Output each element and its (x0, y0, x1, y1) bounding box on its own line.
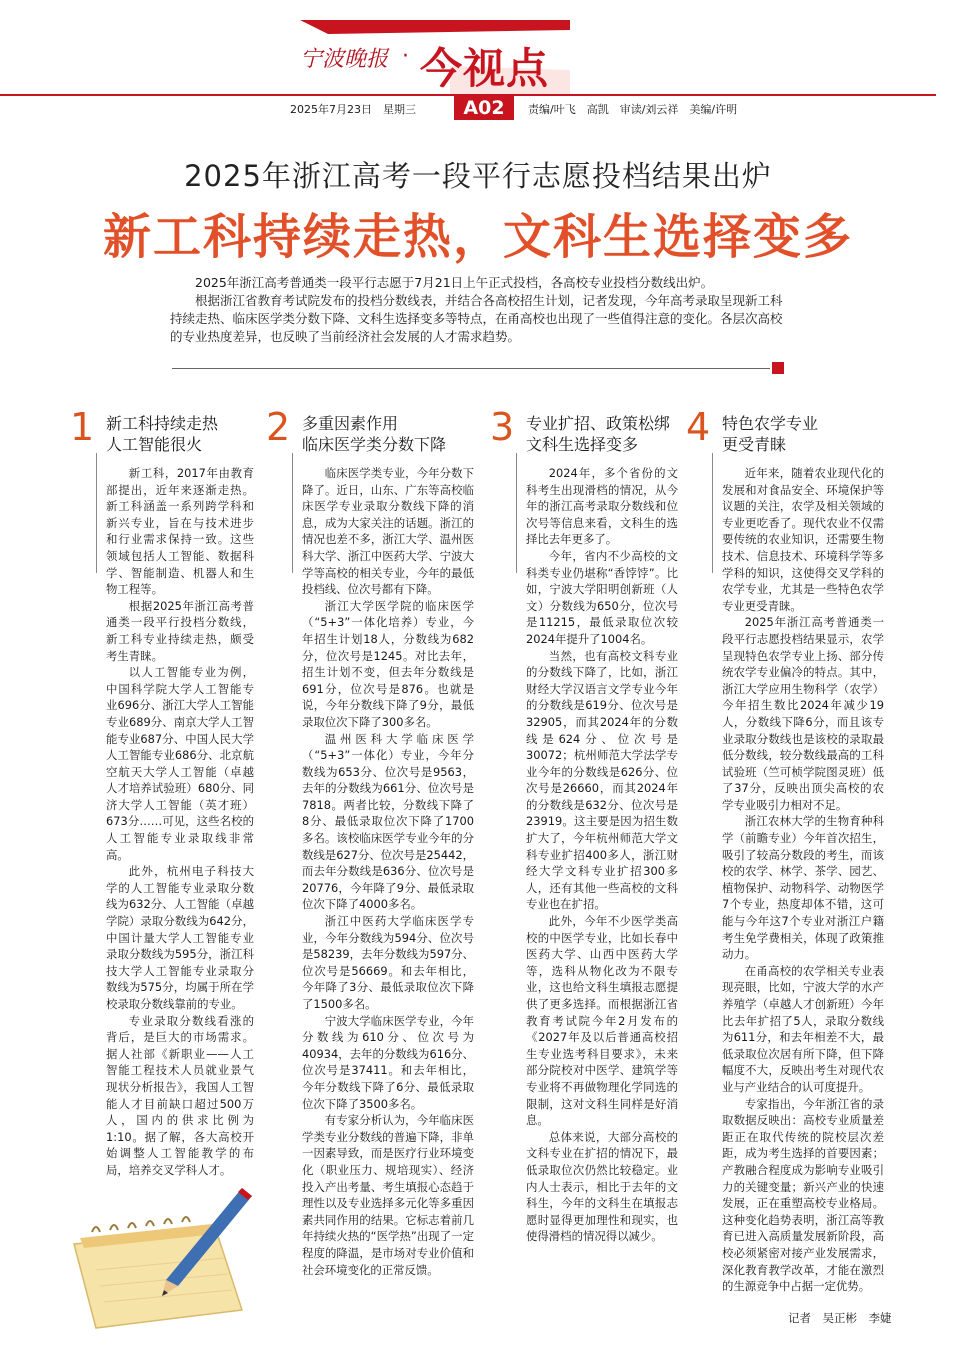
body-paragraph: 专业录取分数线看涨的背后，是巨大的市场需求。据人社部《新职业——人工智能工程技术人员就业景气现状分析报告》，我国人工智能人才目前缺口超过500万人，国内的供求比例为1:10。据了解，各大高校开始调整人工智能教学的布局，培养交叉学科人才。 (106, 1013, 254, 1177)
section-heading (106, 413, 218, 455)
body-paragraph: 在甬高校的农学相关专业表现亮眼，比如，宁波大学的水产养殖学（卓越人才创新班）今年比去年扩招了5人，录取分数线为611分，和去年相差不大，最低录取位次居有所下降，但下降幅度不大，反映出考生对现代农业与产业结合的认可度提升。 (722, 963, 884, 1094)
section-divider (172, 368, 770, 369)
body-paragraph: 新工科，2017年由教育部提出，近年来逐渐走热。新工科涵盖一系列跨学科和新兴专业，旨在与技术进步和行业需求保持一致。这些领域包括人工智能、数据科学、智能制造、机器人和生物工程等。 (106, 466, 254, 597)
notepad-pencil-illustration (66, 1182, 256, 1332)
body-paragraph: 浙江中医药大学临床医学专业，今年分数线为594分、位次号是58239，去年分数线为597分、位次号是56669。和去年相比，今年降了3分、最低录取位次下降了1500多名。 (302, 914, 474, 1011)
body-paragraph: 此外，今年不少医学类高校的中医学专业，比如长春中医药大学、山西中医药大学等，选科从物化改为不限专业，这也给文科生填报志愿提供了更多选择。而根据浙江省教育考试院今年2月发布的《2027年及以后普通高校招生专业选考科目要求》，未来部分院校对中医学、建筑学等专业将不再做物理化学同选的限制，这对文科生同样是好消息。 (526, 914, 678, 1128)
body-paragraph: 温州医科大学临床医学（“5+3”一体化）专业，今年分数线为653分、位次号是9563，去年的分数线为661分、位次号是7818。两者比较，分数线下降了8分、最低录取位次下降了1700多名。该校临床医学专业今年的分数线是627分、位次号是25442，而去年分数线是636分、位次号是20776，今年降了9分、最低录取位次下降了4000多名。 (302, 731, 474, 912)
section-title-logo: 今视点 (420, 44, 550, 93)
editor-credits: 责编/叶飞 高凯 审读/刘云祥 美编/许明 (528, 103, 738, 116)
section-body (302, 465, 474, 1278)
section-heading (526, 413, 670, 455)
section-heading-rule (712, 453, 713, 573)
section-heading-line-2: 更受青睐 (722, 435, 787, 454)
lead-paragraphs (170, 274, 788, 346)
section-body (722, 465, 884, 1295)
section-body (106, 465, 254, 1179)
body-paragraph: 2025年浙江高考普通类一段平行志愿投档结果显示，农学呈现特色农学专业上扬、部分传统农学专业偏冷的特点。其中，浙江大学应用生物科学（农学）今年招生数比2024年减少19人，分数线下降6分，而且该专业录取分数线也是该校的录取最低分数线，较分数线最高的工科试验班（竺可桢学院图灵班）低了37分，反映出顶尖高校的农学专业吸引力相对不足。 (722, 615, 884, 812)
byline: 记者 吴正彬 李婕 (788, 1311, 892, 1325)
section-heading-line-2: 临床医学类分数下降 (302, 435, 447, 454)
body-paragraph: 浙江农林大学的生物育种科学（前瞻专业）今年首次招生，吸引了较高分数段的考生，而该校的农学、林学、茶学、园艺、植物保护、动物科学、动物医学7个专业，热度却体不错，这可能与今年这7个专业对浙江户籍考生免学费相关，体现了政策推动力。 (722, 814, 884, 962)
section-body (526, 465, 678, 1245)
section-number: 1 (70, 405, 95, 449)
section-heading-rule (96, 453, 97, 573)
lead-paragraph: 根据浙江省教育考试院发布的投档分数线表，并结合各高校招生计划，记者发现，今年高考录取呈现新工科持续走热、临床医学类分数下降、文科生选择变多等特点，在甬高校也出现了一些值得注意的变化。各层次高校的专业热度差异，也反映了当前经济社会发展的人才需求趋势。 (170, 293, 783, 344)
lead-paragraph: 2025年浙江高考普通类一段平行志愿于7月21日上午正式投档，各高校专业投档分数线出炉。 (195, 275, 714, 290)
body-paragraph: 今年，省内不少高校的文科类专业仍堪称“香饽饽”。比如，宁波大学阳明创新班（人文）分数线为650分，位次号是11215，最低录取位次较2024年提升了1004名。 (526, 548, 678, 646)
section-heading-line-2: 文科生选择变多 (526, 435, 639, 454)
brand-dot: · (402, 44, 409, 69)
section-heading-line-1: 专业扩招、政策松绑 (526, 414, 671, 433)
divider-square-mark (772, 362, 784, 374)
section-number: 4 (686, 405, 711, 449)
body-paragraph: 当然，也有高校文科专业的分数线下降了，比如，浙江财经大学汉语言文学专业今年的分数线是619分、位次号是32905，而其2024年的分数线是624分、位次号是30072；杭州师范大学法学专业今年的分数线是626分、位次号是26660，而其2024年的分数线是632分、位次号是23919。这主要是因为招生数扩大了，今年杭州师范大学文科专业扩招400多人，浙江财经大学文科专业扩招300多人，还有其他一些高校的文科专业也在扩招。 (526, 648, 678, 912)
section-number: 2 (266, 405, 291, 449)
kicker-headline: 2025年浙江高考一段平行志愿投档结果出炉 (184, 159, 772, 193)
main-headline: 新工科持续走热，文科生选择变多 (102, 209, 853, 265)
section-heading (302, 413, 446, 455)
body-paragraph: 宁波大学临床医学专业，今年分数线为610分、位次号为40934，去年的分数线为616分、位次号是37411。和去年相比，今年分数线下降了6分、最低录取位次下降了3500多名。 (302, 1013, 474, 1111)
section-number: 3 (490, 405, 515, 449)
section-heading (722, 413, 818, 455)
body-paragraph: 以人工智能专业为例，中国科学院大学人工智能专业696分、浙江大学人工智能专业689分、南京大学人工智能专业687分、中国人民大学人工智能专业686分、北京航空航天大学人工智能（卓越人才培养试验班）680分、同济大学人工智能（英才班）673分……可见，这些名校的人工智能专业录取线非常高。 (106, 665, 254, 862)
body-paragraph: 有专家分析认为，今年临床医学类专业分数线的普遍下降，非单一因素导致，而是医疗行业环境变化（职业压力、规培现实）、经济投入产出考量、考生填报心态趋于理性以及专业选择多元化等多重因素共同作用的结果。它标志着前几年持续火热的“医学热”出现了一定程度的降温，是市场对专业价值和社会环境变化的正常反馈。 (302, 1113, 474, 1277)
brand-script-logo: 宁波晚报 (300, 47, 389, 72)
body-paragraph: 此外，杭州电子科技大学的人工智能专业录取分数线为632分、人工智能（卓越学院）录取分数线为642分，中国计量大学人工智能专业录取分数线为595分，浙江科技大学人工智能专业录取分数线为575分，均属于所在学校录取分数线靠前的专业。 (106, 864, 254, 1011)
body-paragraph: 总体来说，大部分高校的文科专业在扩招的情况下，最低录取位次仍然比较稳定。业内人士表示，相比于去年的文科生，今年的文科生在填报志愿时显得更加理性和现实，也使得滑档的情况得以减少。 (526, 1129, 678, 1244)
masthead (0, 0, 956, 125)
body-paragraph: 近年来，随着农业现代化的发展和对食品安全、环境保护等议题的关注，农学及相关领域的专业更吃香了。现代农业不仅需要传统的农业知识，还需要生物技术、信息技术、环境科学等多学科的知识，这使得交叉学科的农学专业，尤其是一些特色农学专业更受青睐。 (722, 466, 884, 613)
section-heading-line-2: 人工智能很火 (106, 435, 203, 454)
body-paragraph: 专家指出，今年浙江省的录取数据反映出：高校专业质量差距正在取代传统的院校层次差距，成为考生选择的首要因素；产教融合程度成为影响专业吸引力的关键变量；新兴产业的快速发展，正在重塑高校专业格局。这种变化趋势表明，浙江高等教育已进入高质量发展新阶段，高校必须紧密对接产业发展需求，深化教育教学改革，才能在激烈的生源竞争中占据一定优势。 (722, 1096, 884, 1294)
body-paragraph: 临床医学类专业，今年分数下降了。近日，山东、广东等高校临床医学专业录取分数线下降的消息，成为大家关注的话题。浙江的情况也差不多，浙江大学、温州医科大学、浙江中医药大学、宁波大学等高校的相关专业，今年的最低投档线、位次号都有下降。 (302, 466, 474, 597)
section-heading-line-1: 多重因素作用 (302, 414, 399, 433)
section-heading-line-1: 特色农学专业 (722, 414, 819, 433)
body-paragraph: 浙江大学医学院的临床医学（“5+3”一体化培养）专业，今年招生计划18人，分数线为682分，位次号是1245。对比去年，招生计划不变，但去年分数线是691分，位次号是876。也就是说，今年分数线下降了9分，最低录取位次下降了300多名。 (302, 598, 474, 729)
section-heading-line-1: 新工科持续走热 (106, 414, 219, 433)
page-number-tab: A02 (454, 96, 514, 120)
issue-date: 2025年7月23日 星期三 (290, 103, 416, 116)
body-paragraph: 2024年，多个省份的文科考生出现滑档的情况，从今年的浙江高考录取分数线和位次号等信息来看，文科生的选择比去年更多了。 (526, 466, 678, 547)
section-heading-rule (516, 453, 517, 573)
body-paragraph: 根据2025年浙江高考普通类一段平行投档分数线，新工科专业持续走热，颇受考生青睐。 (106, 598, 254, 663)
section-heading-rule (292, 453, 293, 573)
